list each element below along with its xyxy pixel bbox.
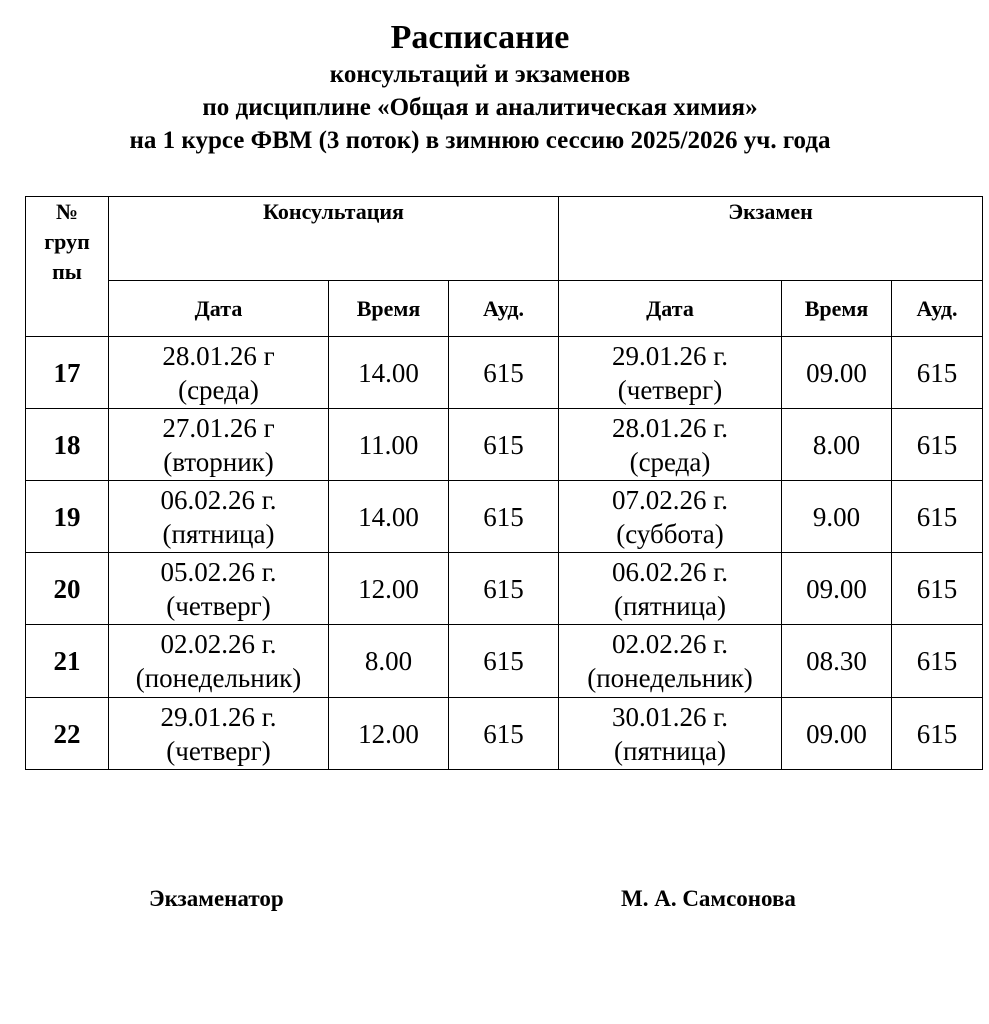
date-value: 29.01.26 г. (160, 701, 277, 732)
exam-room: 615 (892, 481, 983, 553)
exam-room-header: Ауд. (892, 281, 983, 337)
weekday: (пятница) (162, 518, 275, 549)
group-header-line-3: пы (52, 259, 82, 284)
exam-time: 9.00 (782, 481, 892, 553)
consultation-header: Консультация (109, 197, 559, 281)
date-value: 28.01.26 г (162, 340, 275, 371)
consultation-date (109, 337, 329, 409)
consultation-date (109, 625, 329, 698)
group-number: 19 (26, 481, 109, 553)
date-value: 06.02.26 г. (611, 556, 729, 587)
weekday: (суббота) (616, 518, 724, 549)
exam-room: 615 (892, 553, 983, 625)
consultation-time: 14.00 (329, 337, 449, 409)
subtitle-line-2: по дисциплине «Общая и аналитическая химия» (202, 94, 758, 121)
exam-date (559, 337, 782, 409)
exam-time-header: Время (782, 281, 892, 337)
consultation-date (109, 409, 329, 481)
exam-time: 08.30 (782, 625, 892, 698)
group-header-line-2: груп (44, 229, 90, 254)
page-title: Расписание (390, 19, 570, 56)
exam-room: 615 (892, 625, 983, 698)
weekday: (пятница) (614, 735, 726, 766)
group-header-line-1: № (55, 199, 79, 224)
document-header (0, 18, 960, 157)
exam-room: 615 (892, 409, 983, 481)
date-value: 29.01.26 г. (611, 340, 729, 371)
table-row (26, 625, 983, 698)
weekday: (четверг) (617, 374, 723, 405)
consultation-room: 615 (449, 409, 559, 481)
weekday: (четверг) (166, 590, 271, 621)
consultation-time: 12.00 (329, 553, 449, 625)
exam-date (559, 481, 782, 553)
date-value: 06.02.26 г. (160, 484, 277, 515)
table-row (26, 409, 983, 481)
exam-time: 09.00 (782, 553, 892, 625)
consultation-room: 615 (449, 625, 559, 698)
examiner-name: М. А. Самсонова (621, 886, 796, 911)
weekday: (среда) (629, 446, 711, 477)
date-value: 05.02.26 г. (160, 556, 277, 587)
exam-time: 8.00 (782, 409, 892, 481)
consultation-room: 615 (449, 337, 559, 409)
weekday: (пятница) (614, 590, 726, 621)
consultation-room: 615 (449, 553, 559, 625)
date-value: 02.02.26 г. (611, 629, 729, 659)
weekday: (четверг) (166, 735, 271, 766)
subtitle-line-1: консультаций и экзаменов (329, 61, 631, 88)
consultation-room: 615 (449, 698, 559, 770)
schedule-table (25, 196, 983, 770)
consultation-date (109, 553, 329, 625)
consultation-room: 615 (449, 481, 559, 553)
consultation-date (109, 481, 329, 553)
exam-room: 615 (892, 337, 983, 409)
group-number: 17 (26, 337, 109, 409)
exam-room: 615 (892, 698, 983, 770)
consultation-time-header: Время (329, 281, 449, 337)
exam-date (559, 553, 782, 625)
consultation-date (109, 698, 329, 770)
weekday: (понедельник) (135, 663, 302, 693)
exam-date (559, 698, 782, 770)
weekday: (понедельник) (587, 663, 753, 693)
consultation-time: 11.00 (329, 409, 449, 481)
date-value: 28.01.26 г. (611, 412, 729, 443)
weekday: (вторник) (163, 446, 274, 477)
group-number: 22 (26, 698, 109, 770)
table-row (26, 481, 983, 553)
exam-time: 09.00 (782, 337, 892, 409)
subtitle-line-3: на 1 курсе ФВМ (3 поток) в зимнюю сессию 2025/2026 уч. года (129, 127, 831, 154)
consultation-time: 14.00 (329, 481, 449, 553)
consultation-date-header: Дата (109, 281, 329, 337)
examiner-label: Экзаменатор (149, 886, 284, 911)
exam-date (559, 409, 782, 481)
date-value: 02.02.26 г. (160, 629, 277, 659)
consultation-time: 12.00 (329, 698, 449, 770)
table-row (26, 698, 983, 770)
weekday: (среда) (178, 374, 259, 405)
exam-date-header: Дата (559, 281, 782, 337)
group-number-header (26, 197, 109, 337)
group-number: 18 (26, 409, 109, 481)
date-value: 07.02.26 г. (611, 484, 729, 515)
consultation-time: 8.00 (329, 625, 449, 698)
group-number: 20 (26, 553, 109, 625)
exam-header: Экзамен (559, 197, 983, 281)
table-row (26, 337, 983, 409)
table-row (26, 553, 983, 625)
exam-date (559, 625, 782, 698)
group-number: 21 (26, 625, 109, 698)
exam-time: 09.00 (782, 698, 892, 770)
date-value: 27.01.26 г (162, 412, 275, 443)
consultation-room-header: Ауд. (449, 281, 559, 337)
date-value: 30.01.26 г. (611, 701, 729, 732)
